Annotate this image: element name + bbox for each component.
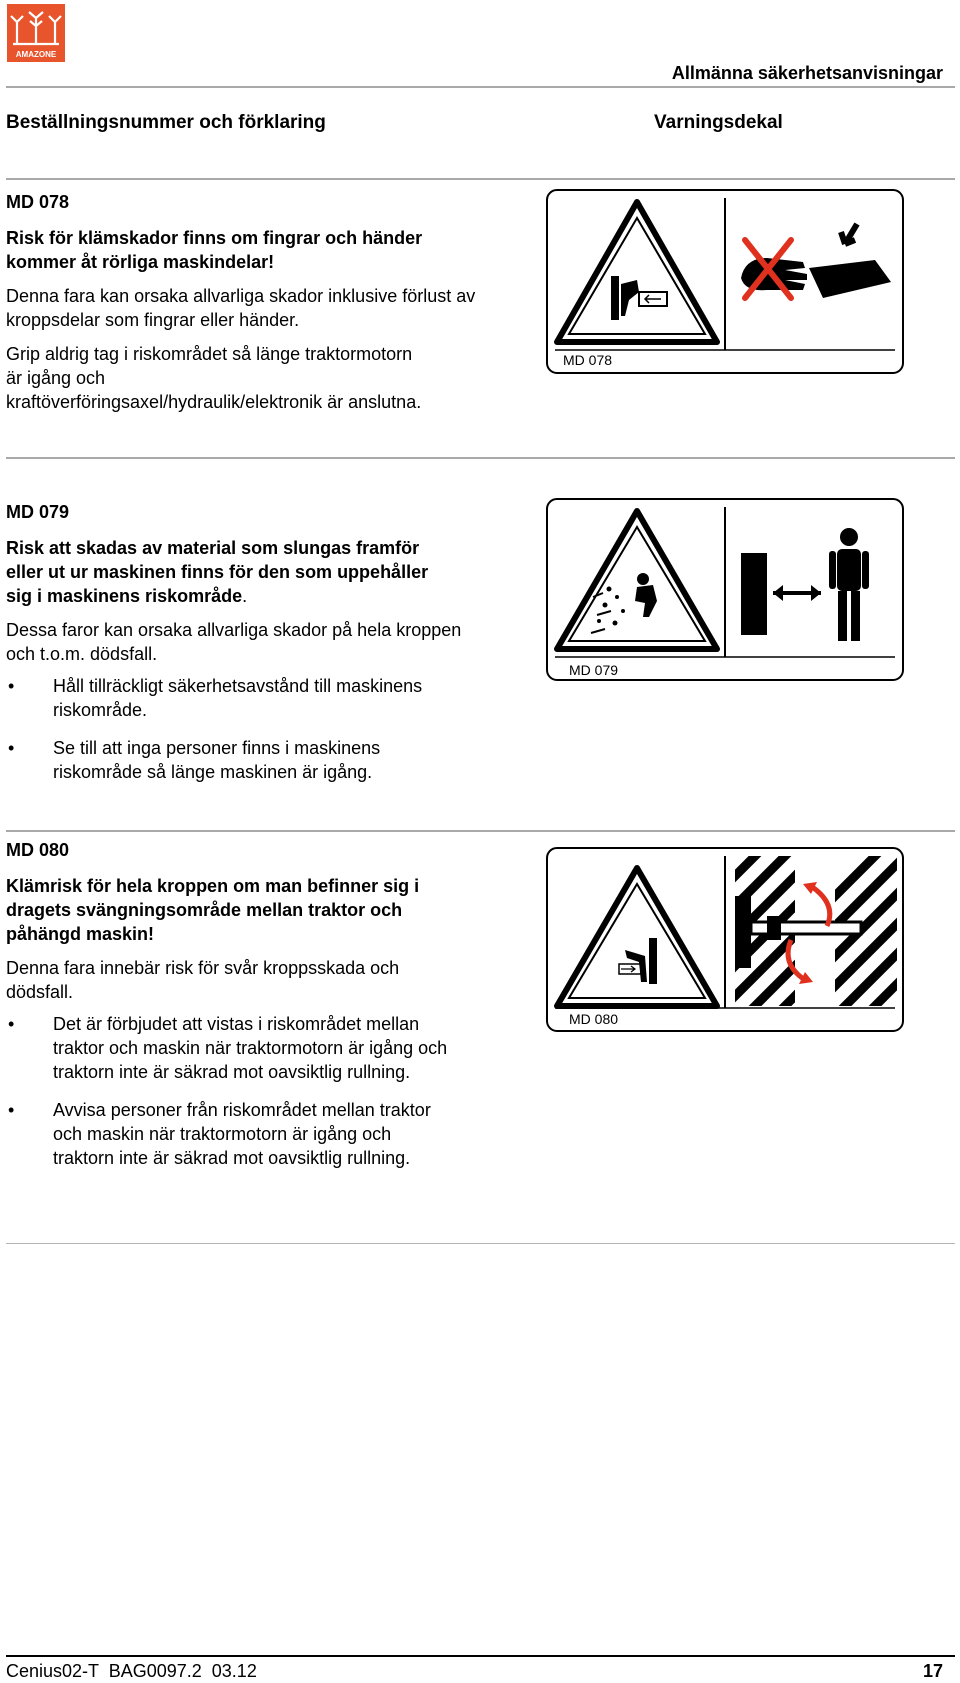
section-title: Allmänna säkerhetsanvisningar (671, 63, 943, 83)
list-item: • Avvisa personer från riskområdet mellan traktor och maskin när traktormotorn är igång och traktorn inte är säkrad mot oavsiktlig rullning. (6, 1098, 453, 1170)
entry-rule (6, 1243, 955, 1244)
amazone-logo (7, 4, 65, 62)
column-heading-left: Beställningsnummer och förklaring (6, 112, 326, 133)
header-rule (6, 86, 955, 88)
entry-code: MD 079 (6, 502, 70, 522)
entry-heading: Risk för klämskador finns om fingrar och händer kommer åt rörliga maskindelar! (6, 228, 423, 272)
list-item: • Håll tillräckligt säkerhetsavstånd till maskinens riskområde. (6, 674, 433, 722)
footer-doc-id: Cenius02-T BAG0097.2 03.12 (6, 1661, 257, 1681)
decal-md080 (545, 846, 905, 1033)
decal-label: MD 079 (569, 662, 619, 678)
column-heading-right: Varningsdekal (654, 112, 783, 133)
list-item: • Det är förbjudet att vistas i riskområdet mellan traktor och maskin när traktormotorn är igång och traktorn inte är säkrad mot oavsiktlig rullning. (6, 1012, 473, 1084)
entry-heading: Klämrisk för hela kroppen om man befinner sig i dragets svängningsområde mellan traktor och påhängd maskin! (6, 876, 420, 944)
entry-md079 (6, 500, 476, 798)
bullet-list (6, 674, 476, 784)
entry-heading-wrap (6, 536, 446, 608)
footer-rule (6, 1655, 955, 1657)
logo-text: AMAZONE (15, 50, 57, 59)
entry-paragraph: Denna fara kan orsaka allvarliga skador inklusive förlust av kroppsdelar som fingrar eller händer. (6, 286, 476, 330)
entry-code: MD 078 (6, 192, 70, 212)
entry-heading-tail: . (242, 586, 248, 606)
page-number: 17 (922, 1661, 943, 1681)
entry-code: MD 080 (6, 840, 70, 860)
decal-md078 (545, 188, 905, 375)
entry-paragraph: Grip aldrig tag i riskområdet så länge traktormotorn är igång och kraftöverföringsaxel/hydraulik/elektronik är anslutna. (6, 344, 422, 412)
entry-md078 (6, 190, 476, 414)
table-top-rule (6, 178, 955, 180)
entry-md080 (6, 838, 476, 1184)
entry-paragraph: Denna fara innebär risk för svår kroppsskada och dödsfall. (6, 958, 400, 1002)
entry-paragraph: Dessa faror kan orsaka allvarliga skador på hela kroppen och t.o.m. dödsfall. (6, 620, 462, 664)
entry-rule (6, 457, 955, 459)
list-item: • Se till att inga personer finns i maskinens riskområde så länge maskinen är igång. (6, 736, 453, 784)
entry-rule (6, 830, 955, 832)
decal-label: MD 080 (569, 1011, 619, 1027)
bullet-list (6, 1012, 476, 1170)
decal-label: MD 078 (563, 352, 613, 368)
decal-md079 (545, 497, 905, 682)
entry-heading: Risk att skadas av material som slungas framför eller ut ur maskinen finns för den som uppehåller sig i maskinens riskområde (6, 538, 429, 606)
